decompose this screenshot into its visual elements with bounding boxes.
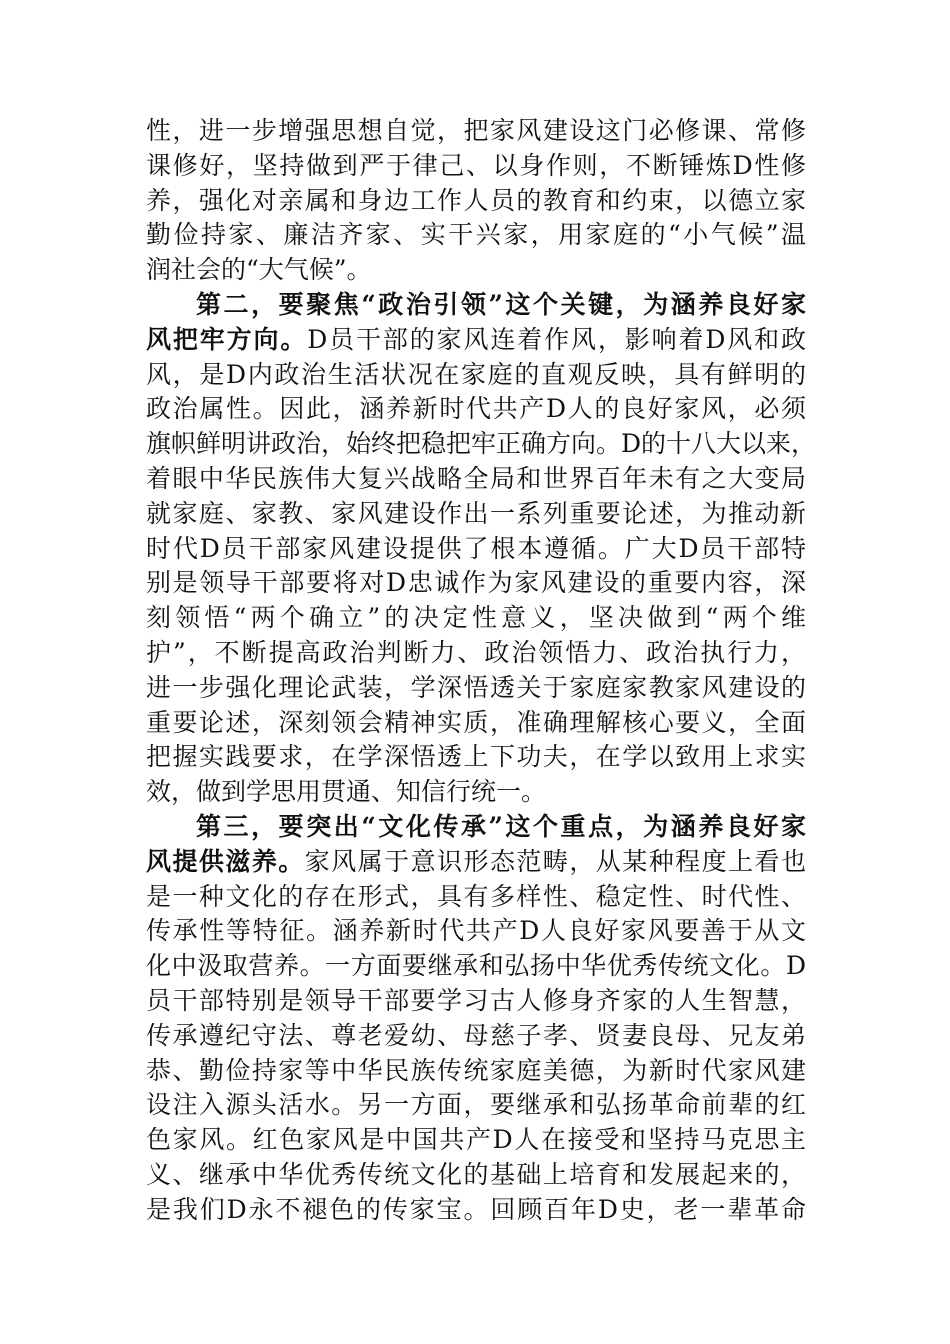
text-line: 传承遵纪守法、尊老爱幼、母慈子孝、贤妻良母、兄友弟 xyxy=(146,1020,806,1050)
text-line: 课修好，坚持做到严于律己、以身作则，不断锤炼D性修 xyxy=(146,150,806,180)
text-line: 重要论述，深刻领会精神实质，准确理解核心要义，全面 xyxy=(146,707,806,737)
section-heading-tail: 风提供滋养。 xyxy=(146,846,305,876)
text-line: 义、继承中华优秀传统文化的基础上培育和发展起来的， xyxy=(146,1159,806,1189)
text-line: 时代D员干部家风建设提供了根本遵循。广大D员干部特 xyxy=(146,533,806,563)
text-line: 旗帜鲜明讲政治，始终把稳把牢正确方向。D的十八大以来， xyxy=(146,429,817,459)
paragraph-3 xyxy=(146,810,806,1228)
text-line xyxy=(146,323,806,358)
text-line: 别是领导干部要将对D忠诚作为家风建设的重要内容，深 xyxy=(146,568,806,598)
text-line: 把握实践要求，在学深悟透上下功夫，在学以致用上求实 xyxy=(146,742,806,772)
text-line: 进一步强化理论武装，学深悟透关于家庭家教家风建设的 xyxy=(146,672,806,702)
section-heading-line: 第二，要聚焦“政治引领”这个关键，为涵养良好家 xyxy=(196,289,806,319)
text-line: 化中汲取营养。一方面要继承和弘扬中华优秀传统文化。D xyxy=(146,951,806,981)
text-line: 色家风。红色家风是中国共产D人在接受和坚持马克思主 xyxy=(146,1125,806,1155)
text-line: 设注入源头活水。另一方面，要继承和弘扬革命前辈的红 xyxy=(146,1090,806,1120)
text-line: 着眼中华民族伟大复兴战略全局和世界百年未有之大变局 xyxy=(146,463,806,493)
text-line: 养，强化对亲属和身边工作人员的教育和约束，以德立家 xyxy=(146,185,806,215)
section-heading-tail: 风把牢方向。 xyxy=(146,324,308,354)
paragraph-1 xyxy=(146,114,806,288)
text-line: 员干部特别是领导干部要学习古人修身齐家的人生智慧， xyxy=(146,985,806,1015)
text-run: D员干部的家风连着作风，影响着D风和政 xyxy=(307,324,806,354)
section-heading-line: 第三，要突出“文化传承”这个重点，为涵养良好家 xyxy=(196,811,806,841)
document-body xyxy=(146,114,817,1228)
text-line: 风，是D内政治生活状况在家庭的直观反映，具有鲜明的 xyxy=(146,359,806,389)
text-run: 家风属于意识形态范畴，从某种程度上看也 xyxy=(304,846,806,876)
text-line: 政治属性。因此，涵养新时代共产D人的良好家风，必须 xyxy=(146,394,806,424)
text-line: 润社会的“大气候”。 xyxy=(146,255,372,285)
text-line: 护”，不断提高政治判断力、政治领悟力、政治执行力， xyxy=(146,637,806,667)
text-line: 效，做到学思用贯通、知信行统一。 xyxy=(146,777,547,807)
text-line: 是一种文化的存在形式，具有多样性、稳定性、时代性、 xyxy=(146,881,806,911)
text-line: 传承性等特征。涵养新时代共产D人良好家风要善于从文 xyxy=(146,916,806,946)
text-line: 恭、勤俭持家等中华民族传统家庭美德，为新时代家风建 xyxy=(146,1055,806,1085)
text-line: 勤俭持家、廉洁齐家、实干兴家，用家庭的“小气候”温 xyxy=(146,220,806,250)
text-line: 是我们D永不褪色的传家宝。回顾百年D史，老一辈革命 xyxy=(146,1194,806,1224)
paragraph-2 xyxy=(146,288,817,810)
text-line: 性，进一步增强思想自觉，把家风建设这门必修课、常修 xyxy=(146,116,806,145)
text-line: 就家庭、家教、家风建设作出一系列重要论述，为推动新 xyxy=(146,498,806,528)
text-line xyxy=(146,845,806,880)
text-line: 刻领悟“两个确立”的决定性意义，坚决做到“两个维 xyxy=(146,603,806,633)
